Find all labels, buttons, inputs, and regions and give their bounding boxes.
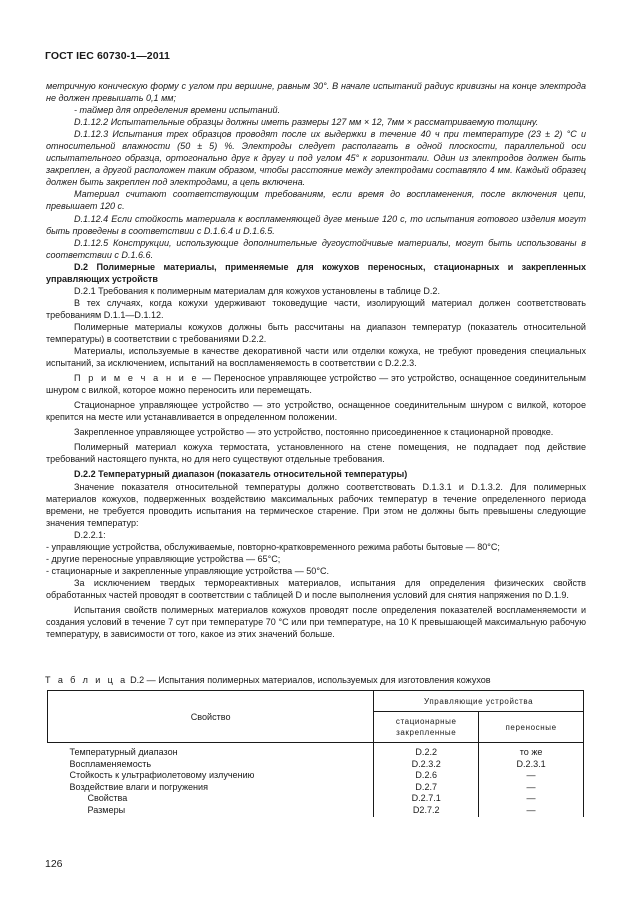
paragraph: D.1.12.2 Испытательные образцы должны иметь размеры 127 мм × 12, 7мм × рассматриваемую толщину. [74, 117, 539, 128]
document-body [46, 80, 586, 640]
cell-property: Воздействие влаги и погружения [69, 781, 209, 792]
list-item: - управляющие устройства, обслуживаемые, повторно-кратковременного режима работы бытовые — 80°С; [46, 541, 500, 552]
paragraph: Значение показателя относительной температуры должно соответствовать D.1.3.1 и D.1.3.2. Для полимерных материалов кожухов, подверженных воздействию максимальных рабочих температур в течение определенного периода времени, не требуется проводить испытания на термическое старение. При этом не должны быть превышены следующие значения температур: [46, 481, 586, 528]
cell-property: Свойства [87, 793, 128, 804]
table-row [48, 770, 584, 782]
header-property: Свойство [48, 691, 374, 743]
note-text: Переносное управляющее устройство — это устройство, оснащенное соединительным шнуром с вилкой, которое можно переносить или перемещать. [46, 373, 587, 396]
paragraph: - таймер для определения времени испытаний. [74, 105, 281, 116]
note [46, 372, 586, 396]
header-control-devices: Управляющие устройства [374, 691, 584, 712]
table-row [48, 759, 584, 771]
paragraph: В тех случаях, когда кожухи удерживают токоведущие части, изолирующий материал должен соответствовать требованиям D.1.1—D.1.12. [46, 297, 586, 320]
cell-property: Размеры [87, 804, 126, 815]
paragraph: D.1.12.4 Если стойкость материала к воспламеняющей дуге меньше 120 с, то испытания готового изделия могут быть проведены в соответствии с D.1.6.4 и D.1.6.5. [46, 213, 586, 236]
page-number: 126 [45, 858, 63, 870]
table-caption-text: D.2 — Испытания полимерных материалов, используемых для изготовления кожухов [130, 675, 491, 685]
paragraph: D.1.12.5 Конструкции, использующие дополнительные дугоустойчивые материалы, могут быть использованы в соответствии с D.1.6.6. [46, 237, 586, 260]
cell-property: Стойкость к ультрафиолетовому излучению [69, 770, 255, 781]
cell-property: Температурный диапазон [69, 747, 178, 757]
cell-stationary: D.2.2 [374, 743, 479, 759]
paragraph: D.2.2.1: [74, 529, 106, 540]
table-row [48, 805, 584, 817]
cell-portable: — [479, 770, 584, 782]
table-caption [45, 675, 491, 685]
paragraph: метричную коническую форму с углом при вершине, равным 30°. В начале испытаний радиус кривизны на конце электрода не должен превышать 0,1 мм; [46, 81, 586, 104]
table-row [48, 743, 584, 759]
cell-portable: D.2.3.1 [479, 759, 584, 771]
paragraph: D.1.12.3 Испытания трех образцов проводят после их выдержки в течение 40 ч при температуре (23 ± 2) °С и относительной влажности (50 ± 5) %. Электроды следует располагать в одной плоскости, параллельной оси испытательного образца, ортогонально друг к другу и под углом 45° к горизонтали. Один из электродов должен быть закреплен, а другой расположен таким образом, чтобы расстояние между электродами составляло 4 мм. Каждый образец должен быть закреплен под электродами, а цепь включена. [46, 129, 586, 188]
table-d2 [47, 690, 584, 817]
list-item: - другие переносные управляющие устройства — 65°С; [46, 553, 281, 564]
cell-stationary: D.2.3.2 [374, 759, 479, 771]
paragraph: Материал считают соответствующим требованиям, если время до воспламенения, после включения цепи, превышает 120 с. [46, 189, 586, 212]
list-item: - стационарные и закрепленные управляющие устройства — 50°С. [46, 565, 330, 576]
note-label: П р и м е ч а н и е [74, 373, 199, 384]
table-row [48, 793, 584, 805]
header-portable: переносные [479, 712, 584, 743]
subsection-heading: D.2.2 Температурный диапазон (показатель относительной температуры) [74, 469, 408, 480]
cell-stationary: D2.7.2 [374, 805, 479, 817]
cell-portable: — [479, 805, 584, 817]
cell-portable: то же [479, 743, 584, 759]
paragraph: Полимерный материал кожуха термостата, установленного на стене помещения, не подпадает под действие требований настоящего пункта, но для него существуют отдельные требования. [46, 442, 586, 465]
paragraph: Материалы, используемые в качестве декоративной части или отделки кожуха, не требуют проведения специальных испытаний, за исключением, испытаний на воспламеняемость в соответствии с D.2.2.3. [46, 346, 586, 369]
paragraph: За исключением твердых термореактивных материалов, испытания для определения физических свойств обработанных частей проводят в соответствии с таблицей D и после выполнения условий для снятия напряжения по D.1.9. [46, 577, 586, 600]
section-heading: D.2 Полимерные материалы, применяемые для кожухов переносных, стационарных и закрепленных управляющих устройств [46, 261, 586, 284]
header-stationary: стационарные закрепленные [374, 712, 479, 743]
note-dash: — [201, 373, 211, 384]
note-paragraph: Стационарное управляющее устройство — это устройство, оснащенное соединительным шнуром с вилкой, которое крепится на месте или устанавливается в определенном положении. [46, 400, 586, 423]
paragraph: D.2.1 Требования к полимерным материалам для кожухов установлены в таблице D.2. [74, 285, 440, 296]
cell-portable: — [479, 782, 584, 794]
cell-stationary: D.2.7.1 [374, 793, 479, 805]
cell-stationary: D.2.7 [374, 782, 479, 794]
table-row [48, 782, 584, 794]
cell-portable: — [479, 793, 584, 805]
paragraph: Полимерные материалы кожухов должны быть рассчитаны на диапазон температур (показатель относительной температуры) в соответствии с требованиями D.2.2. [46, 321, 586, 344]
table-caption-label: Т а б л и ц а [45, 675, 128, 685]
document-header: ГОСТ IEC 60730-1—2011 [45, 50, 170, 62]
note-paragraph: Закрепленное управляющее устройство — это устройство, постоянно присоединенное к стационарной проводке. [74, 427, 554, 438]
cell-stationary: D.2.6 [374, 770, 479, 782]
paragraph: Испытания свойств полимерных материалов кожухов проводят после определения показателей воспламеняемости и создания условий в течение 7 сут при температуре 70 °С или при температуре, на 10 К превышающей максимальную рабочую температуру, в зависимости от того, какое из этих значений больше. [46, 604, 586, 640]
cell-property: Воспламеняемость [69, 758, 152, 769]
